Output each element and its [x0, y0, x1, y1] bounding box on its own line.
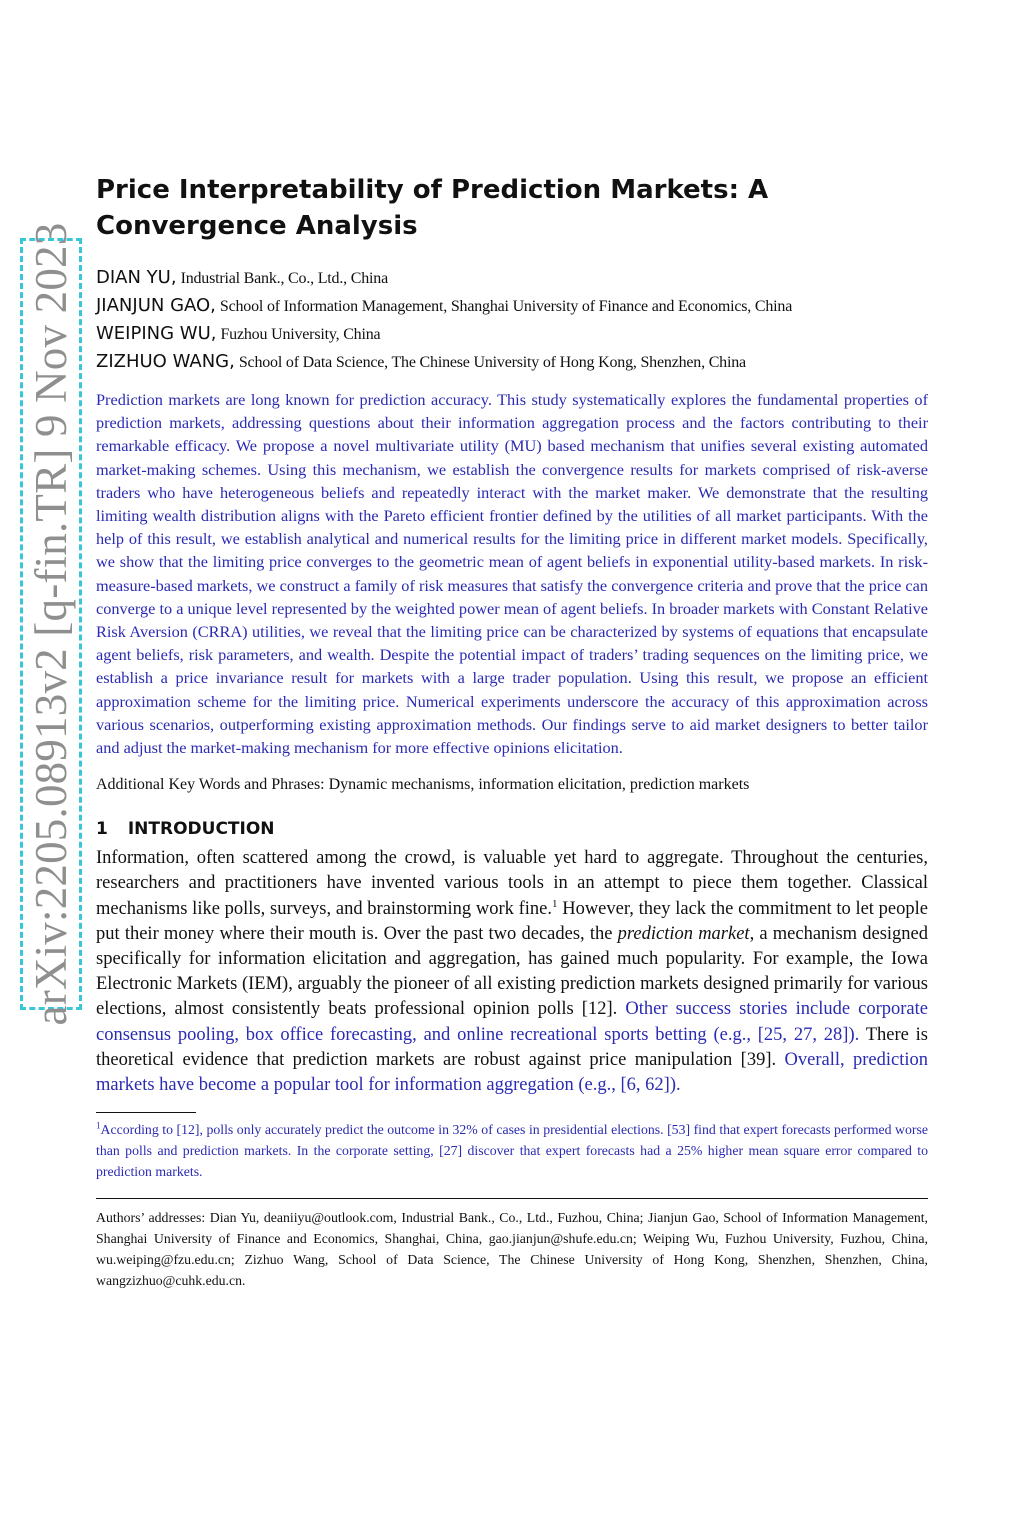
section-title: INTRODUCTION — [127, 819, 275, 840]
footnote-rule — [96, 1112, 196, 1113]
footnote-text[interactable]: According to [12], polls only accurately predict the outcome in 32% of cases in presidential elections. [53] find that expert forecasts performed worse than polls and prediction markets. In the corporate setting, [27] discover that expert forecasts had a 25% higher mean square error compared to prediction markets. — [96, 1122, 928, 1180]
abstract: Prediction markets are long known for prediction accuracy. This study systematically explores the fundamental properties of prediction markets, addressing questions about their information aggregation process and the factors contributing to their remarkable efficacy. We propose a novel multivariate utility (MU) based mechanism that unifies several existing automated market-making schemes. Using this mechanism, we establish the convergence results for markets comprised of risk-averse traders who have heterogeneous beliefs and repeatedly interact with the market maker. We demonstrate that the resulting limiting wealth distribution aligns with the Pareto efficient frontier defined by the utilities of all market participants. With the help of this result, we establish analytical and numerical results for the limiting price in different market models. Specifically, we show that the limiting price converges to the geometric mean of agent beliefs in exponential utility-based markets. In risk-measure-based markets, we construct a family of risk measures that satisfy the convergence criteria and prove that the price can converge to a unique level represented by the weighted power mean of agent beliefs. In broader markets with Constant Relative Risk Aversion (CRRA) utilities, we reveal that the limiting price can be characterized by systems of equations that encapsulate agent beliefs, risk parameters, and wealth. Despite the potential impact of traders’ trading sequences on the limiting price, we establish a price invariance result for markets with a large trader population. Using this result, we propose an efficient approximation scheme for the limiting price. Numerical experiments underscore the accuracy of this approximation across various scenarios, outperforming existing approximation methods. Our findings serve to aid market designers to better tailor and adjust the market-making mechanism for more effective opinions elicitation. — [96, 390, 928, 758]
author-line — [96, 264, 928, 292]
section-number: 1 — [96, 819, 108, 840]
citation-link[interactable]: Overall, prediction markets have become a popular tool for information aggregation (e.g., [6, 62]). — [96, 1049, 928, 1096]
footnote — [96, 1119, 928, 1182]
citation-link[interactable]: Other success stories include corporate consensus pooling, box office forecasting, and online recreational sports betting (e.g., [25, 27, 28]). — [96, 999, 928, 1045]
arxiv-identifier: arXiv:2205.08913v2 [q-fin.TR] 9 Nov 2023 — [26, 222, 76, 1026]
author-line — [96, 320, 928, 348]
author-affiliation: Industrial Bank., Co., Ltd., China — [180, 270, 388, 287]
footnote-mark: 1 — [96, 1120, 101, 1131]
author-affiliation: School of Information Management, Shanghai University of Finance and Economics, China — [219, 298, 793, 315]
paper-first-page — [96, 172, 928, 1291]
intro-term: prediction market — [617, 923, 750, 944]
intro-text: However, they lack the commitment to let people put their money where their mouth is. Over the past two decades, the — [96, 898, 928, 944]
paper-title: Price Interpretability of Prediction Markets: A Convergence Analysis — [96, 175, 769, 241]
section-heading — [96, 818, 928, 840]
footnote-marker[interactable]: 1 — [551, 897, 558, 910]
author-line — [96, 348, 928, 376]
intro-text: There is theoretical evidence that prediction markets are robust against price manipulation [39]. — [96, 1024, 929, 1070]
intro-text: Information, often scattered among the crowd, is valuable yet hard to aggregate. Throughout the centuries, researchers and practitioners have invented various tools in an attempt to piece them together. Classical mechanisms like polls, surveys, and brainstorming work fine. — [96, 848, 928, 919]
author-name: ZIZHUO WANG, — [96, 351, 235, 372]
author-list — [96, 264, 928, 376]
author-name: WEIPING WU, — [96, 323, 217, 344]
author-name: JIANJUN GAO, — [96, 295, 216, 316]
author-addresses: Authors’ addresses: Dian Yu, deaniiyu@outlook.com, Industrial Bank., Co., Ltd., Fuzhou, China; Jianjun Gao, School of Information Management, Shanghai University of Finance and Economics, Shanghai, China, gao.jianjun@shufe.edu.cn; Weiping Wu, Fuzhou University, Fuzhou, China, wu.weiping@fzu.edu.cn; Zizhuo Wang, School of Data Science, The Chinese University of Hong Kong, Shenzhen, Shenzhen, China, wangzizhuo@cuhk.edu.cn. — [96, 1210, 928, 1289]
author-name: DIAN YU, — [96, 267, 177, 288]
keywords: Additional Key Words and Phrases: Dynamic mechanisms, information elicitation, prediction markets — [96, 776, 750, 794]
author-affiliation: School of Data Science, The Chinese University of Hong Kong, Shenzhen, China — [238, 354, 746, 371]
intro-paragraph — [96, 846, 928, 1098]
intro-text: , a mechanism designed specifically for information elicitation and aggregation, has gained much popularity. For example, the Iowa Electronic Markets (IEM), arguably the pioneer of all existing prediction markets designed primarily for various elections, almost consistently beats professional opinion polls [12]. — [96, 923, 928, 1020]
addresses-rule — [96, 1198, 928, 1199]
author-affiliation: Fuzhou University, China — [220, 326, 381, 343]
author-line — [96, 292, 928, 320]
